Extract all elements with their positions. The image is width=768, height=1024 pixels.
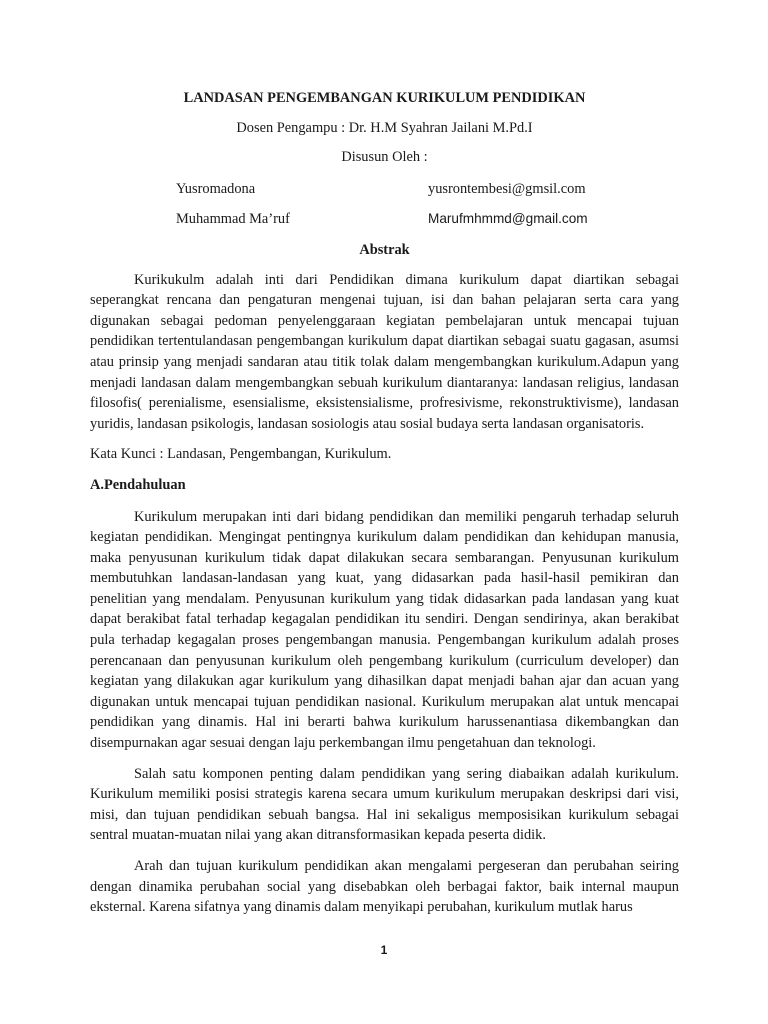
document-page — [90, 88, 679, 918]
abstract-heading: Abstrak — [359, 241, 410, 258]
compiled-by-label: Disusun Oleh : — [341, 149, 428, 166]
paper-title: LANDASAN PENGEMBANGAN KURIKULUM PENDIDIKAN — [183, 90, 586, 106]
author-row — [90, 209, 679, 230]
author-name: Yusromadona — [176, 180, 256, 197]
body-paragraph: Salah satu komponen penting dalam pendidikan yang sering diabaikan adalah kurikulum. Kurikulum memiliki posisi strategis karena secara umum kurikulum merupakan deskripsi dari visi, misi, dan tujuan pendidikan sebuah bangsa. Hal ini sekaligus memposisikan kurikulum sebagai sentral muatan-muatan nilai yang akan ditransformasikan kepada peserta didik. — [90, 765, 679, 844]
author-email: yusrontembesi@gmsil.com — [428, 180, 586, 197]
author-name: Muhammad Ma’ruf — [176, 211, 290, 228]
lecturer-line: Dosen Pengampu : Dr. H.M Syahran Jailani M.Pd.I — [236, 119, 533, 136]
body-paragraph: Arah dan tujuan kurikulum pendidikan akan mengalami pergeseran dan perubahan seiring dengan dinamika perubahan social yang disebabkan oleh berbagai faktor, baik internal maupun eksternal. Karena sifatnya yang dinamis dalam menyikapi perubahan, kurikulum mutlak harus — [90, 858, 679, 916]
author-email: Marufmhmmd@gmail.com — [428, 211, 588, 227]
page-number: 1 — [380, 943, 388, 957]
body-paragraph: Kurikulum merupakan inti dari bidang pendidikan dan memiliki pengaruh terhadap seluruh kegiatan pendidikan. Mengingat pentingnya kurikulum dalam pendidikan dan kehidupan manusia, maka penyusunan kurikulum tidak dapat dilakukan secara sembarangan. Penyusunan kurikulum membutuhkan landasan-landasan yang kuat, yang didasarkan pada hasil-hasil pemikiran dan penelitian yang mendalam. Penyusunan kurikulum yang tidak didasarkan pada landasan yang kuat dapat berakibat fatal terhadap kegagalan pendidikan itu sendiri. Dengan sendirinya, akan berakibat pula terhadap kegagalan proses pengembangan manusia. Pengembangan kurikulum adalah proses perencanaan dan penyusunan kurikulum oleh pengembang kurikulum (curriculum developer) dan kegiatan yang dilakukan agar kurikulum yang dihasilkan dapat menjadi bahan ajar dan acuan yang digunakan untuk mencapai tujuan pendidikan nasional. Kurikulum merupakan alat untuk mencapai pendidikan yang dinamis. Hal ini berarti bahwa kurikulum harussenantiasa dikembangkan dan disempurnakan agar sesuai dengan laju perkembangan ilmu pengetahuan dan teknologi. — [90, 508, 679, 752]
section-heading-pendahuluan: A.Pendahuluan — [90, 476, 186, 493]
keywords-line: Kata Kunci : Landasan, Pengembangan, Kurikulum. — [90, 446, 392, 463]
author-row — [90, 179, 679, 200]
abstract-paragraph: Kurikukulm adalah inti dari Pendidikan dimana kurikulum dapat diartikan sebagai seperangkat rencana dan pengaturan mengenai tujuan, isi dan bahan pelajaran serta cara yang digunakan sebagai pedoman penyelenggaraan kegiatan pembelajaran untuk mencapai tujuan pendidikan tertentulandasan pengembangan kurikulum dapat diartikan sebagai suatu gagasan, asumsi atau prinsip yang menjadi sandaran atau titik tolak dalam mengembangkan kurikulum.Adapun yang menjadi landasan dalam mengembangkan sebuah kurikulum diantaranya: landasan religius, landasan filosofis( perenialisme, esensialisme, eksistensialisme, profresivisme, rekonstruktivisme), landasan yuridis, landasan psikologis, landasan sosiologis atau sosial budaya serta landasan organisatoris. — [90, 271, 679, 432]
